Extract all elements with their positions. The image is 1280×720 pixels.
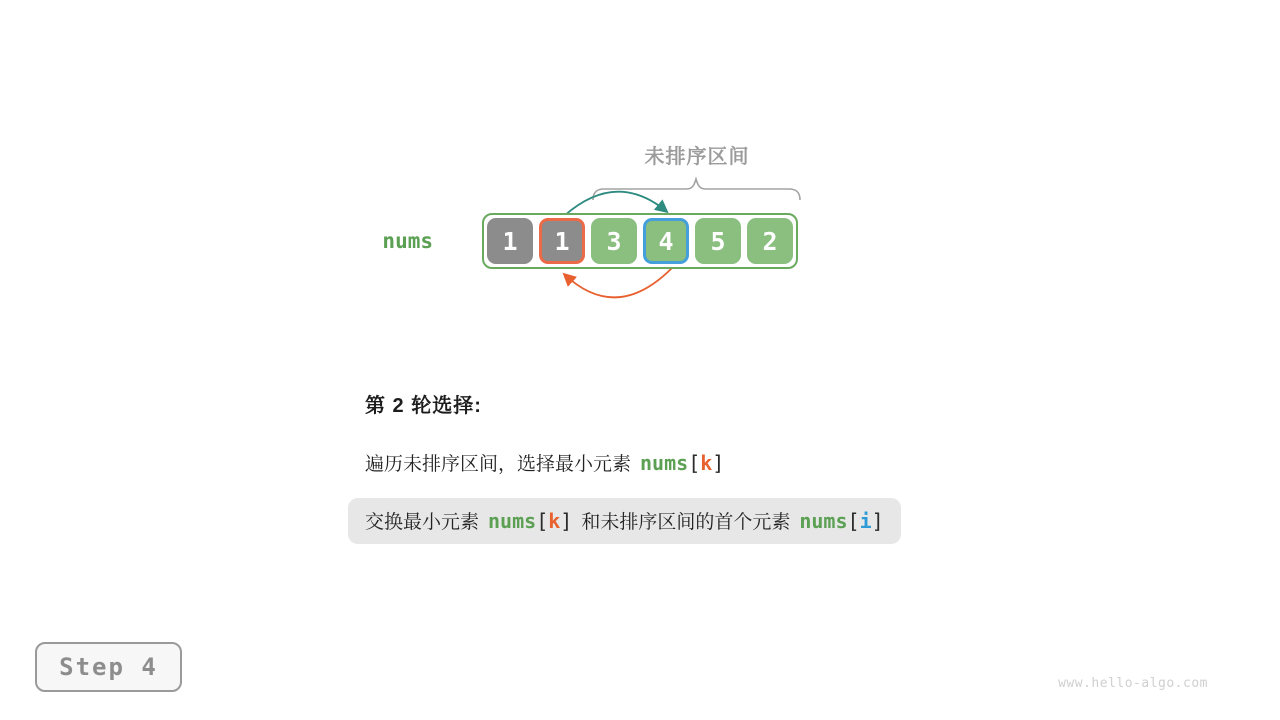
watermark: www.hello-algo.com [1058, 676, 1208, 691]
cell-value: 3 [606, 226, 622, 256]
array-cell-2 [591, 218, 637, 264]
array-cell-4 [695, 218, 741, 264]
caption-select-min [365, 449, 724, 476]
code-nums-i: nums[i] [799, 509, 884, 533]
array-name-label: nums [382, 229, 433, 253]
unsorted-region-brace-icon [593, 179, 800, 200]
cell-value: 5 [710, 226, 726, 256]
cell-value: 1 [502, 226, 518, 256]
swap-back-arrow-icon [565, 268, 672, 297]
cell-value: 4 [658, 226, 674, 256]
caption-swap-highlight [348, 498, 901, 544]
step-badge: Step 4 [35, 642, 182, 692]
unsorted-region-label: 未排序区间 [644, 146, 750, 168]
caption-swap-text-a: 交换最小元素 [365, 512, 480, 533]
round-heading: 第 2 轮选择: [365, 395, 482, 417]
nums-array [482, 213, 798, 269]
caption-select-min-text: 遍历未排序区间，选择最小元素 [365, 454, 632, 475]
cell-value: 2 [762, 226, 778, 256]
code-nums-k: nums[k] [640, 451, 725, 475]
array-cell-5 [747, 218, 793, 264]
cell-value: 1 [554, 226, 570, 256]
caption-swap-text-b: 和未排序区间的首个元素 [581, 512, 791, 533]
array-cell-1 [539, 218, 585, 264]
array-cell-0 [487, 218, 533, 264]
code-nums-k: nums[k] [488, 509, 573, 533]
array-cell-3 [643, 218, 689, 264]
